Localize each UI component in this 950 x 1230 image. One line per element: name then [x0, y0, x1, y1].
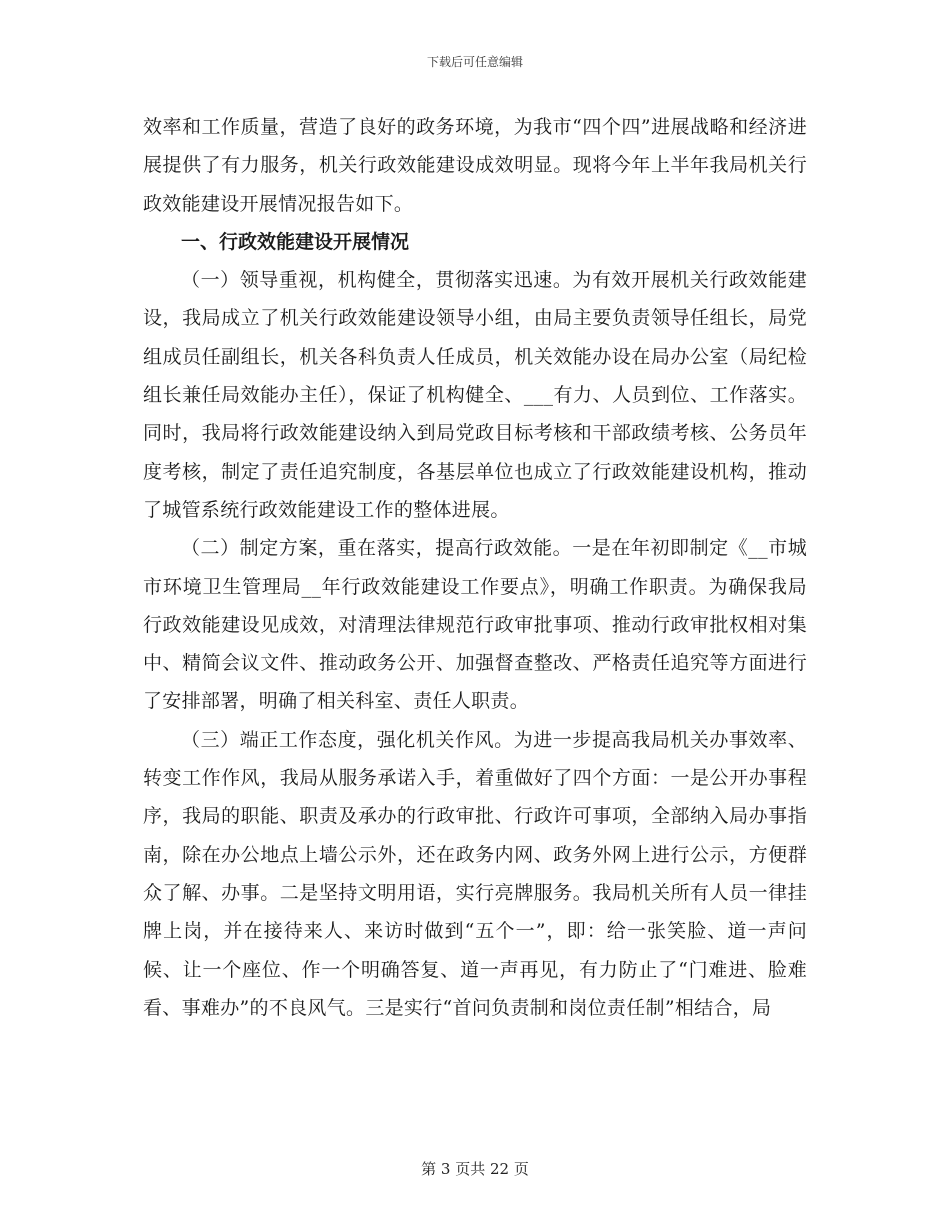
section-heading: 一、行政效能建设开展情况 — [181, 230, 410, 253]
paragraph-intro: 效率和工作质量，营造了良好的政务环境，为我市“四个四”进展战略和经济进展提供了有力服务，机关行政效能建设成效明显。现将今年上半年我局机关行政效能建设开展情况报告如下。 — [143, 116, 807, 215]
page-header: 下载后可任意编辑 — [426, 55, 523, 69]
page-number: 第 3 页共 22 页 — [421, 1160, 529, 1178]
paragraph-1: （一）领导重视，机构健全，贯彻落实迅速。为有效开展机关行政效能建设，我局成立了机关行政效能建设领导小组，由局主要负责领导任组长，局党组成员任副组长，机关各科负责人任成员，机关效能办设在局办公室（局纪检组长兼任局效能办主任），保证了机构健全、___有力、人员到位、工作落实。同时，我局将行政效能建设纳入到局党政目标考核和干部政绩考核、公务员年度考核，制定了责任追究制度，各基层单位也成立了行政效能建设机构，推动了城管系统行政效能建设工作的整体进展。 — [143, 269, 807, 521]
paragraph-2: （二）制定方案，重在落实，提高行政效能。一是在年初即制定《__市城市环境卫生管理局__年行政效能建设工作要点》，明确工作职责。为确保我局行政效能建设见成效，对清理法律规范行政审批事项、推动行政审批权相对集中、精简会议文件、推动政务公开、加强督查整改、严格责任追究等方面进行了安排部署，明确了相关科室、责任人职责。 — [143, 537, 807, 713]
document-body — [143, 108, 807, 1027]
paragraph-3: （三）端正工作态度，强化机关作风。为进一步提高我局机关办事效率、转变工作作风，我局从服务承诺入手，着重做好了四个方面：一是公开办事程序，我局的职能、职责及承办的行政审批、行政许可事项，全部纳入局办事指南，除在办公地点上墙公示外，还在政务内网、政务外网上进行公示，方便群众了解、办事。二是坚持文明用语，实行亮牌服务。我局机关所有人员一律挂牌上岗，并在接待来人、来访时做到“五个一”，即：给一张笑脸、道一声问候、让一个座位、作一个明确答复、道一声再见，有力防止了“门难进、脸难看、事难办”的不良风气。三是实行“首问负责制和岗位责任制”相结合，局 — [143, 728, 807, 1019]
